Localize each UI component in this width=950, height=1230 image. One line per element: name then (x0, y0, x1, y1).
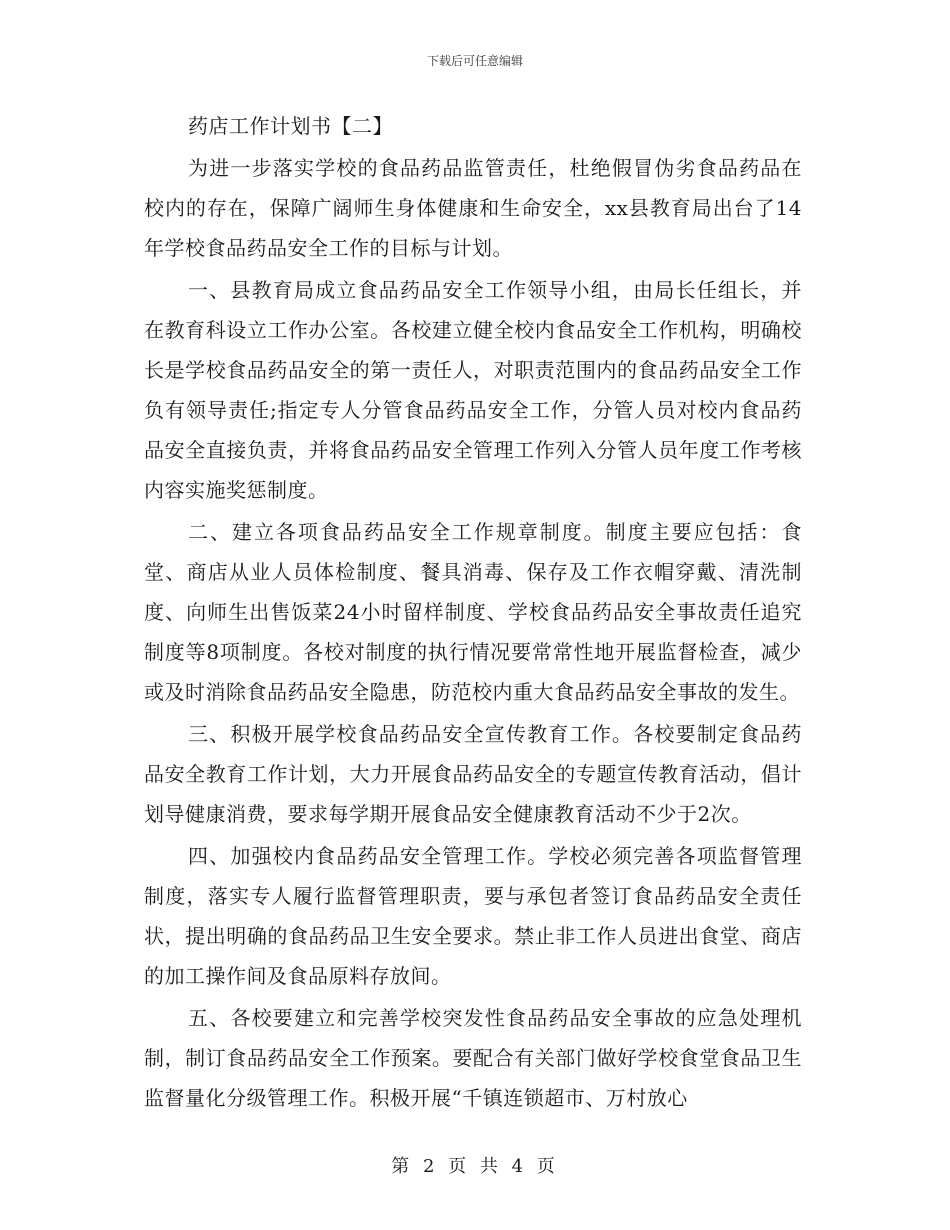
paragraph-section-4: 四、加强校内食品药品安全管理工作。学校必须完善各项监督管理制度，落实专人履行监督管理职责，要与承包者签订食品药品安全责任状，提出明确的食品药品卫生安全要求。禁止非工作人员进出食堂、商店的加工操作间及食品原料存放间。 (144, 844, 802, 988)
header-note: 下载后可任意编辑 (426, 54, 523, 68)
paragraph-section-3: 三、积极开展学校食品药品安全宣传教育工作。各校要制定食品药品安全教育工作计划，大力开展食品药品安全的专题宣传教育活动，倡计划导健康消费，要求每学期开展食品安全健康教育活动不少于2次。 (144, 722, 802, 826)
paragraph-section-2: 二、建立各项食品药品安全工作规章制度。制度主要应包括：食堂、商店从业人员体检制度、餐具消毒、保存及工作衣帽穿戴、清洗制度、向师生出售饭菜24小时留样制度、学校食品药品安全事故责任追究制度等8项制度。各校对制度的执行情况要常常性地开展监督检查，减少或及时消除食品药品安全隐患，防范校内重大食品药品安全事故的发生。 (144, 520, 802, 704)
paragraph-intro: 为进一步落实学校的食品药品监管责任，杜绝假冒伪劣食品药品在校内的存在，保障广阔师生身体健康和生命安全，xx县教育局出台了14年学校食品药品安全工作的目标与计划。 (144, 156, 802, 260)
page-number: 第 2 页 共 4 页 (391, 1156, 559, 1177)
paragraph-section-1: 一、县教育局成立食品药品安全工作领导小组，由局长任组长，并在教育科设立工作办公室。各校建立健全校内食品安全工作机构，明确校长是学校食品药品安全的第一责任人，对职责范围内的食品药品安全工作负有领导责任;指定专人分管食品药品安全工作，分管人员对校内食品药品安全直接负责，并将食品药品安全管理工作列入分管人员年度工作考核内容实施奖惩制度。 (144, 278, 802, 502)
paragraph-section-5: 五、各校要建立和完善学校突发性食品药品安全事故的应急处理机制，制订食品药品安全工作预案。要配合有关部门做好学校食堂食品卫生监督量化分级管理工作。积极开展“千镇连锁超市、万村放心 (144, 1006, 802, 1110)
document-body (144, 106, 802, 1118)
document-title: 药店工作计划书【二】 (188, 114, 393, 138)
